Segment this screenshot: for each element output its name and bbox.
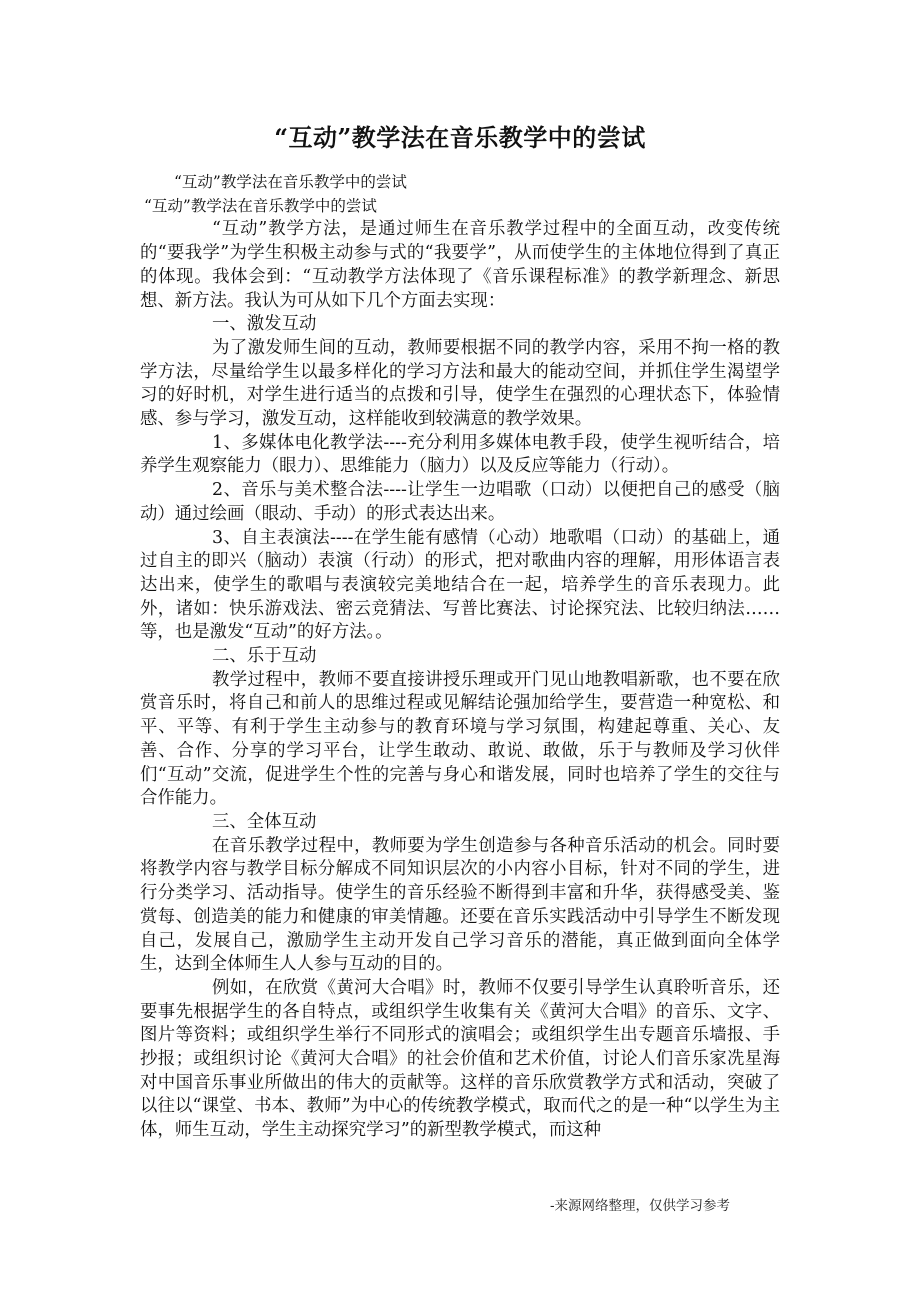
list-item: 2、音乐与美术整合法----让学生一边唱歌（口动）以便把自己的感受（脑动）通过绘画（眼动、手动）的形式表达出来。 <box>140 480 780 524</box>
body-paragraph: 教学过程中，教师不要直接讲授乐理或开门见山地教唱新歌，也不要在欣赏音乐时，将自己和前人的思维过程或见解结论强加给学生，要营造一种宽松、和平、平等、有利于学生主动参与的教育环境与学习氛围，构建起尊重、关心、友善、合作、分享的学习平台，让学生敢动、敢说、敢做，乐于与教师及学习伙伴们“互动”交流，促进学生个性的完善与身心和谐发展，同时也培养了学生的交往与合作能力。 <box>140 669 780 809</box>
list-item: 1、多媒体电化教学法----充分利用多媒体电教手段，使学生视听结合，培养学生观察能力（眼力）、思维能力（脑力）以及反应等能力（行动）。 <box>140 432 780 477</box>
section-heading: 一、激发互动 <box>212 314 317 335</box>
intro-paragraph: “互动”教学方法，是通过师生在音乐教学过程中的全面互动，改变传统的“要我学”为学生积极主动参与式的“我要学”，从而使学生的主体地位得到了真正的体现。我体会到：“互动教学方法体现了《音乐课程标准》的教学新理念、新思想、新方法。我认为可从如下几个方面去实现： <box>140 219 780 311</box>
body-paragraph: 例如，在欣赏《黄河大合唱》时，教师不仅要引导学生认真聆听音乐，还要事先根据学生的各自特点，或组织学生收集有关《黄河大合唱》的音乐、文字、图片等资料；或组织学生举行不同形式的演唱会；或组织学生出专题音乐墙报、手抄报；或组织讨论《黄河大合唱》的社会价值和艺术价值，讨论人们音乐家冼星海对中国音乐事业所做出的伟大的贡献等。这样的音乐欣赏教学方式和活动，突破了以往以“课堂、书本、教师”为中心的传统教学模式，取而代之的是一种“以学生为主体，师生互动，学生主动探究学习”的新型教学模式，而这种 <box>140 977 780 1141</box>
page-footer: -来源网络整理，仅供学习参考 <box>550 1198 731 1214</box>
subtitle-line: “互动”教学法在音乐教学中的尝试 <box>174 173 407 191</box>
list-item: 3、自主表演法----在学生能有感情（心动）地歌唱（口动）的基础上，通过自主的即兴（脑动）表演（行动）的形式，把对歌曲内容的理解，用形体语言表达出来，使学生的歌唱与表演较完美地结合在一起，培养学生的音乐表现力。此外，诸如：快乐游戏法、密云竞猜法、写普比赛法、讨论探究法、比较归纳法……等，也是激发“互动”的好方法。。 <box>140 527 780 643</box>
document-title: “互动”教学法在音乐教学中的尝试 <box>274 123 646 152</box>
section-heading: 三、全体互动 <box>212 811 317 832</box>
subtitle-line: “互动”教学法在音乐教学中的尝试 <box>144 196 377 215</box>
body-paragraph: 在音乐教学过程中，教师要为学生创造参与各种音乐活动的机会。同时要将教学内容与教学目标分解成不同知识层次的小内容小目标，针对不同的学生，进行分类学习、活动指导。使学生的音乐经验不断得到丰富和升华，获得感受美、鉴赏每、创造美的能力和健康的审美情趣。还要在音乐实践活动中引导学生不断发现自己，发展自己，激励学生主动开发自己学习音乐的潜能，真正做到面向全体学生，达到全体师生人人参与互动的目的。 <box>140 835 780 975</box>
section-heading: 二、乐于互动 <box>212 646 317 667</box>
body-paragraph: 为了激发师生间的互动，教师要根据不同的教学内容，采用不拘一格的教学方法，尽量给学生以最多样化的学习方法和最大的能动空间，并抓住学生渴望学习的好时机，对学生进行适当的点拨和引导，使学生在强烈的心理状态下，体验情感、参与学习，激发互动，这样能收到较满意的教学效果。 <box>140 337 780 430</box>
document-body <box>140 171 780 1143</box>
